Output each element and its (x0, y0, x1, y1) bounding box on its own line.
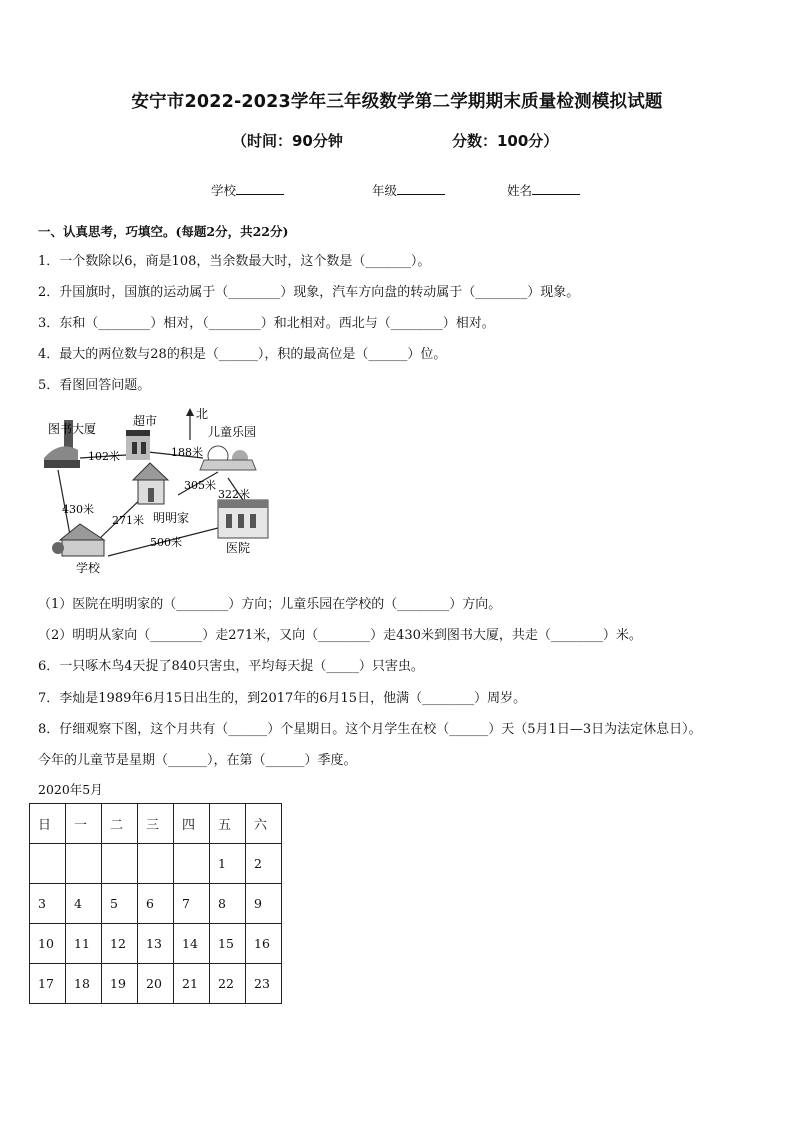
grade-label: 年级 (372, 183, 398, 198)
day-cell: 20 (138, 964, 174, 1004)
day-cell (138, 844, 174, 884)
school-blank[interactable] (236, 182, 284, 195)
day-cell: 13 (138, 924, 174, 964)
question-5-1: （1）医院在明明家的（________）方向；儿童乐园在学校的（________）方向。 (38, 597, 502, 612)
park-icon (200, 446, 256, 470)
day-cell (174, 844, 210, 884)
day-cell: 10 (30, 924, 66, 964)
calendar-table (29, 803, 282, 1004)
question-7: 7．李灿是1989年6月15日出生的，到2017年的6月15日，他满（________）周岁。 (38, 691, 527, 706)
day-cell: 21 (174, 964, 210, 1004)
distance-library-supermarket: 102米 (88, 450, 120, 463)
supermarket-icon (126, 430, 150, 460)
map-figure (38, 400, 278, 582)
day-cell (30, 844, 66, 884)
name-field (507, 181, 580, 199)
weekday-cell: 五 (210, 804, 246, 844)
school-icon (52, 524, 104, 556)
question-3: 3．东和（________）相对，（________）和北相对。西北与（________）相对。 (38, 316, 495, 331)
exam-score: 分数：100分） (452, 132, 559, 150)
day-cell: 15 (210, 924, 246, 964)
calendar-row (30, 844, 282, 884)
day-cell: 4 (66, 884, 102, 924)
supermarket-label: 超市 (133, 414, 158, 428)
day-cell: 1 (210, 844, 246, 884)
distance-school-hospital: 500米 (150, 536, 182, 549)
day-cell: 2 (246, 844, 282, 884)
question-8-continued: 今年的儿童节是星期（______），在第（______）季度。 (38, 753, 357, 768)
day-cell: 22 (210, 964, 246, 1004)
grade-blank[interactable] (397, 182, 445, 195)
distance-home-park: 305米 (184, 479, 216, 492)
day-cell: 16 (246, 924, 282, 964)
question-8: 8．仔细观察下图，这个月共有（______）个星期日。这个月学生在校（______）天（5月1日—3日为法定休息日）。 (38, 722, 702, 737)
name-label: 姓名 (507, 183, 533, 198)
day-cell: 6 (138, 884, 174, 924)
calendar-caption: 2020年5月 (38, 782, 103, 797)
weekday-cell: 二 (102, 804, 138, 844)
day-cell: 3 (30, 884, 66, 924)
day-cell: 19 (102, 964, 138, 1004)
library-label: 图书大厦 (48, 422, 97, 436)
distance-home-school: 271米 (112, 514, 144, 527)
weekday-cell: 日 (30, 804, 66, 844)
question-1: 1．一个数除以6，商是108，当余数最大时，这个数是（_______）。 (38, 254, 431, 269)
day-cell: 7 (174, 884, 210, 924)
weekday-cell: 三 (138, 804, 174, 844)
calendar-header-row (30, 804, 282, 844)
calendar-row (30, 964, 282, 1004)
day-cell: 23 (246, 964, 282, 1004)
distance-park-hospital: 322米 (218, 488, 250, 501)
day-cell: 8 (210, 884, 246, 924)
weekday-cell: 一 (66, 804, 102, 844)
page-title: 安宁市2022-2023学年三年级数学第二学期期末质量检测模拟试题 (131, 92, 663, 112)
question-5-2: （2）明明从家向（________）走271米，又向（________）走430米到图书大厦，共走（________）米。 (38, 628, 642, 643)
day-cell (102, 844, 138, 884)
question-4: 4．最大的两位数与28的积是（______），积的最高位是（______）位。 (38, 347, 447, 362)
weekday-cell: 四 (174, 804, 210, 844)
home-label: 明明家 (153, 511, 190, 525)
day-cell (66, 844, 102, 884)
calendar-row (30, 884, 282, 924)
question-2: 2．升国旗时，国旗的运动属于（________）现象，汽车方向盘的转动属于（________）现象。 (38, 285, 580, 300)
day-cell: 18 (66, 964, 102, 1004)
north-label: 北 (196, 407, 209, 421)
grade-field (372, 181, 445, 199)
home-icon (133, 463, 168, 504)
day-cell: 12 (102, 924, 138, 964)
day-cell: 11 (66, 924, 102, 964)
school-label: 学校 (211, 183, 237, 198)
question-5: 5．看图回答问题。 (38, 378, 151, 393)
question-6: 6．一只啄木鸟4天捉了840只害虫，平均每天捉（_____）只害虫。 (38, 659, 424, 674)
day-cell: 9 (246, 884, 282, 924)
distance-supermarket-park: 188米 (171, 446, 203, 459)
name-blank[interactable] (532, 182, 580, 195)
hospital-label: 医院 (226, 541, 251, 555)
weekday-cell: 六 (246, 804, 282, 844)
day-cell: 14 (174, 924, 210, 964)
school-label: 学校 (76, 561, 101, 575)
hospital-icon (218, 500, 268, 538)
exam-time: （时间：90分钟 (232, 132, 343, 150)
school-field (211, 181, 284, 199)
park-label: 儿童乐园 (208, 425, 257, 439)
section-heading: 一、认真思考，巧填空。(每题2分，共22分) (38, 224, 289, 239)
calendar-row (30, 924, 282, 964)
distance-library-school: 430米 (62, 503, 94, 516)
day-cell: 5 (102, 884, 138, 924)
day-cell: 17 (30, 964, 66, 1004)
